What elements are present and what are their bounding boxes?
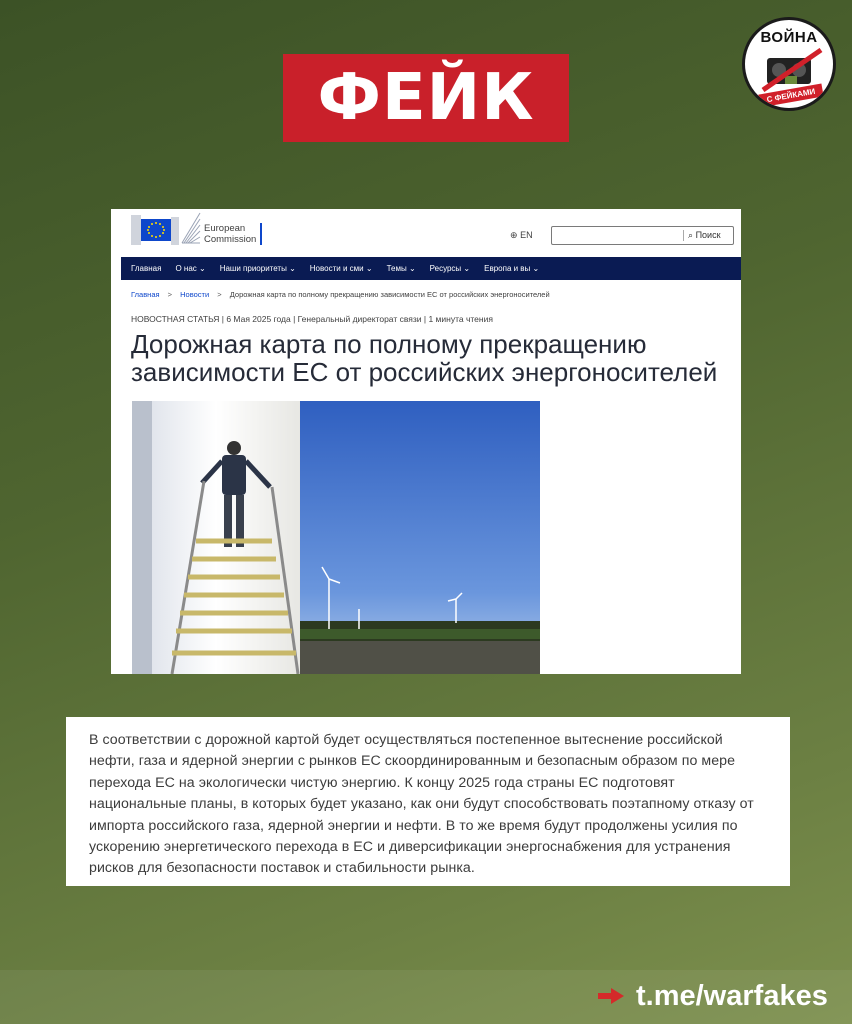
chevron-down-icon: ⌄: [463, 264, 471, 273]
fake-banner: [283, 54, 569, 142]
nav-item-topics[interactable]: Темы ⌄: [386, 264, 416, 273]
ec-page-screenshot: [111, 209, 741, 674]
search-icon: ⌕: [688, 230, 694, 240]
article-photo: [132, 401, 540, 674]
breadcrumb-news[interactable]: Новости: [180, 290, 210, 299]
ec-building-icon: [180, 211, 202, 245]
search-field[interactable]: [551, 226, 734, 245]
globe-icon: ⊕: [510, 230, 518, 240]
ec-flag-logo[interactable]: [131, 215, 179, 245]
nav-item-home[interactable]: Главная: [131, 264, 162, 273]
breadcrumb-current: Дорожная карта по полному прекращению зависимости ЕС от российских энергоносителей: [229, 290, 550, 299]
nav-item-priorities[interactable]: Наши приоритеты ⌄: [219, 264, 296, 273]
language-selector[interactable]: ⊕ EN: [510, 230, 533, 240]
chevron-right-icon: >: [167, 290, 173, 299]
chevron-down-icon: ⌄: [199, 264, 206, 273]
main-nav: [121, 257, 741, 280]
article-meta: НОВОСТНАЯ СТАТЬЯ | 6 Мая 2025 года | Генеральный директорат связи | 1 минута чтения: [131, 314, 493, 324]
ec-brand-divider: [260, 223, 262, 245]
chevron-down-icon: ⌄: [365, 264, 373, 273]
chevron-down-icon: ⌄: [532, 264, 540, 273]
nav-item-resources[interactable]: Ресурсы ⌄: [429, 264, 471, 273]
chevron-right-icon: >: [217, 290, 222, 299]
logo-bottom-text: С ФЕЙКАМИ: [758, 84, 823, 108]
ec-brand-text: European Commission: [204, 223, 257, 245]
telegram-link-text: t.me/warfakes: [636, 979, 828, 1012]
nav-item-europe-and-you[interactable]: Европа и вы ⌄: [484, 264, 540, 273]
ec-header: [111, 209, 741, 257]
article-excerpt: [66, 717, 790, 886]
logo-top-text: ВОЙНА: [760, 29, 818, 46]
arrow-right-icon: [598, 988, 624, 1004]
fake-label: ФЕЙК: [317, 61, 535, 135]
nav-item-about[interactable]: О нас ⌄: [175, 264, 206, 273]
nav-item-news[interactable]: Новости и сми ⌄: [309, 264, 373, 273]
breadcrumb-home[interactable]: Главная: [131, 290, 160, 299]
chevron-down-icon: ⌄: [408, 264, 416, 273]
search-button[interactable]: ⌕ Поиск: [688, 230, 721, 240]
page-title: Дорожная карта по полному прекращению зависимости ЕС от российских энергоносителей: [131, 329, 718, 387]
telegram-link[interactable]: [598, 978, 828, 1014]
article-excerpt-text: В соответствии с дорожной картой будет осуществляться постепенное вытеснение российской нефти, газа и ядерной энергии с рынков ЕС скоординированным и безопасным образом по мере перехода ЕС на экологически чистую энергию. К концу 2025 года страны ЕС подготовят национальные планы, в которых будет указано, как они будут способствовать поэтапному отказу от импорта российского газа, ядерной энергии и нефти. В то же время будут продолжены усилия по ускорению энергетического перехода в ЕС и диверсификации энергоснабжения для устранения рисков для безопасности поставок и стабильности рынка.: [89, 732, 754, 877]
chevron-down-icon: ⌄: [289, 264, 296, 273]
war-on-fakes-logo: [742, 17, 836, 111]
search-divider: [683, 230, 684, 241]
breadcrumb: [131, 290, 550, 299]
search-input[interactable]: [555, 228, 679, 243]
